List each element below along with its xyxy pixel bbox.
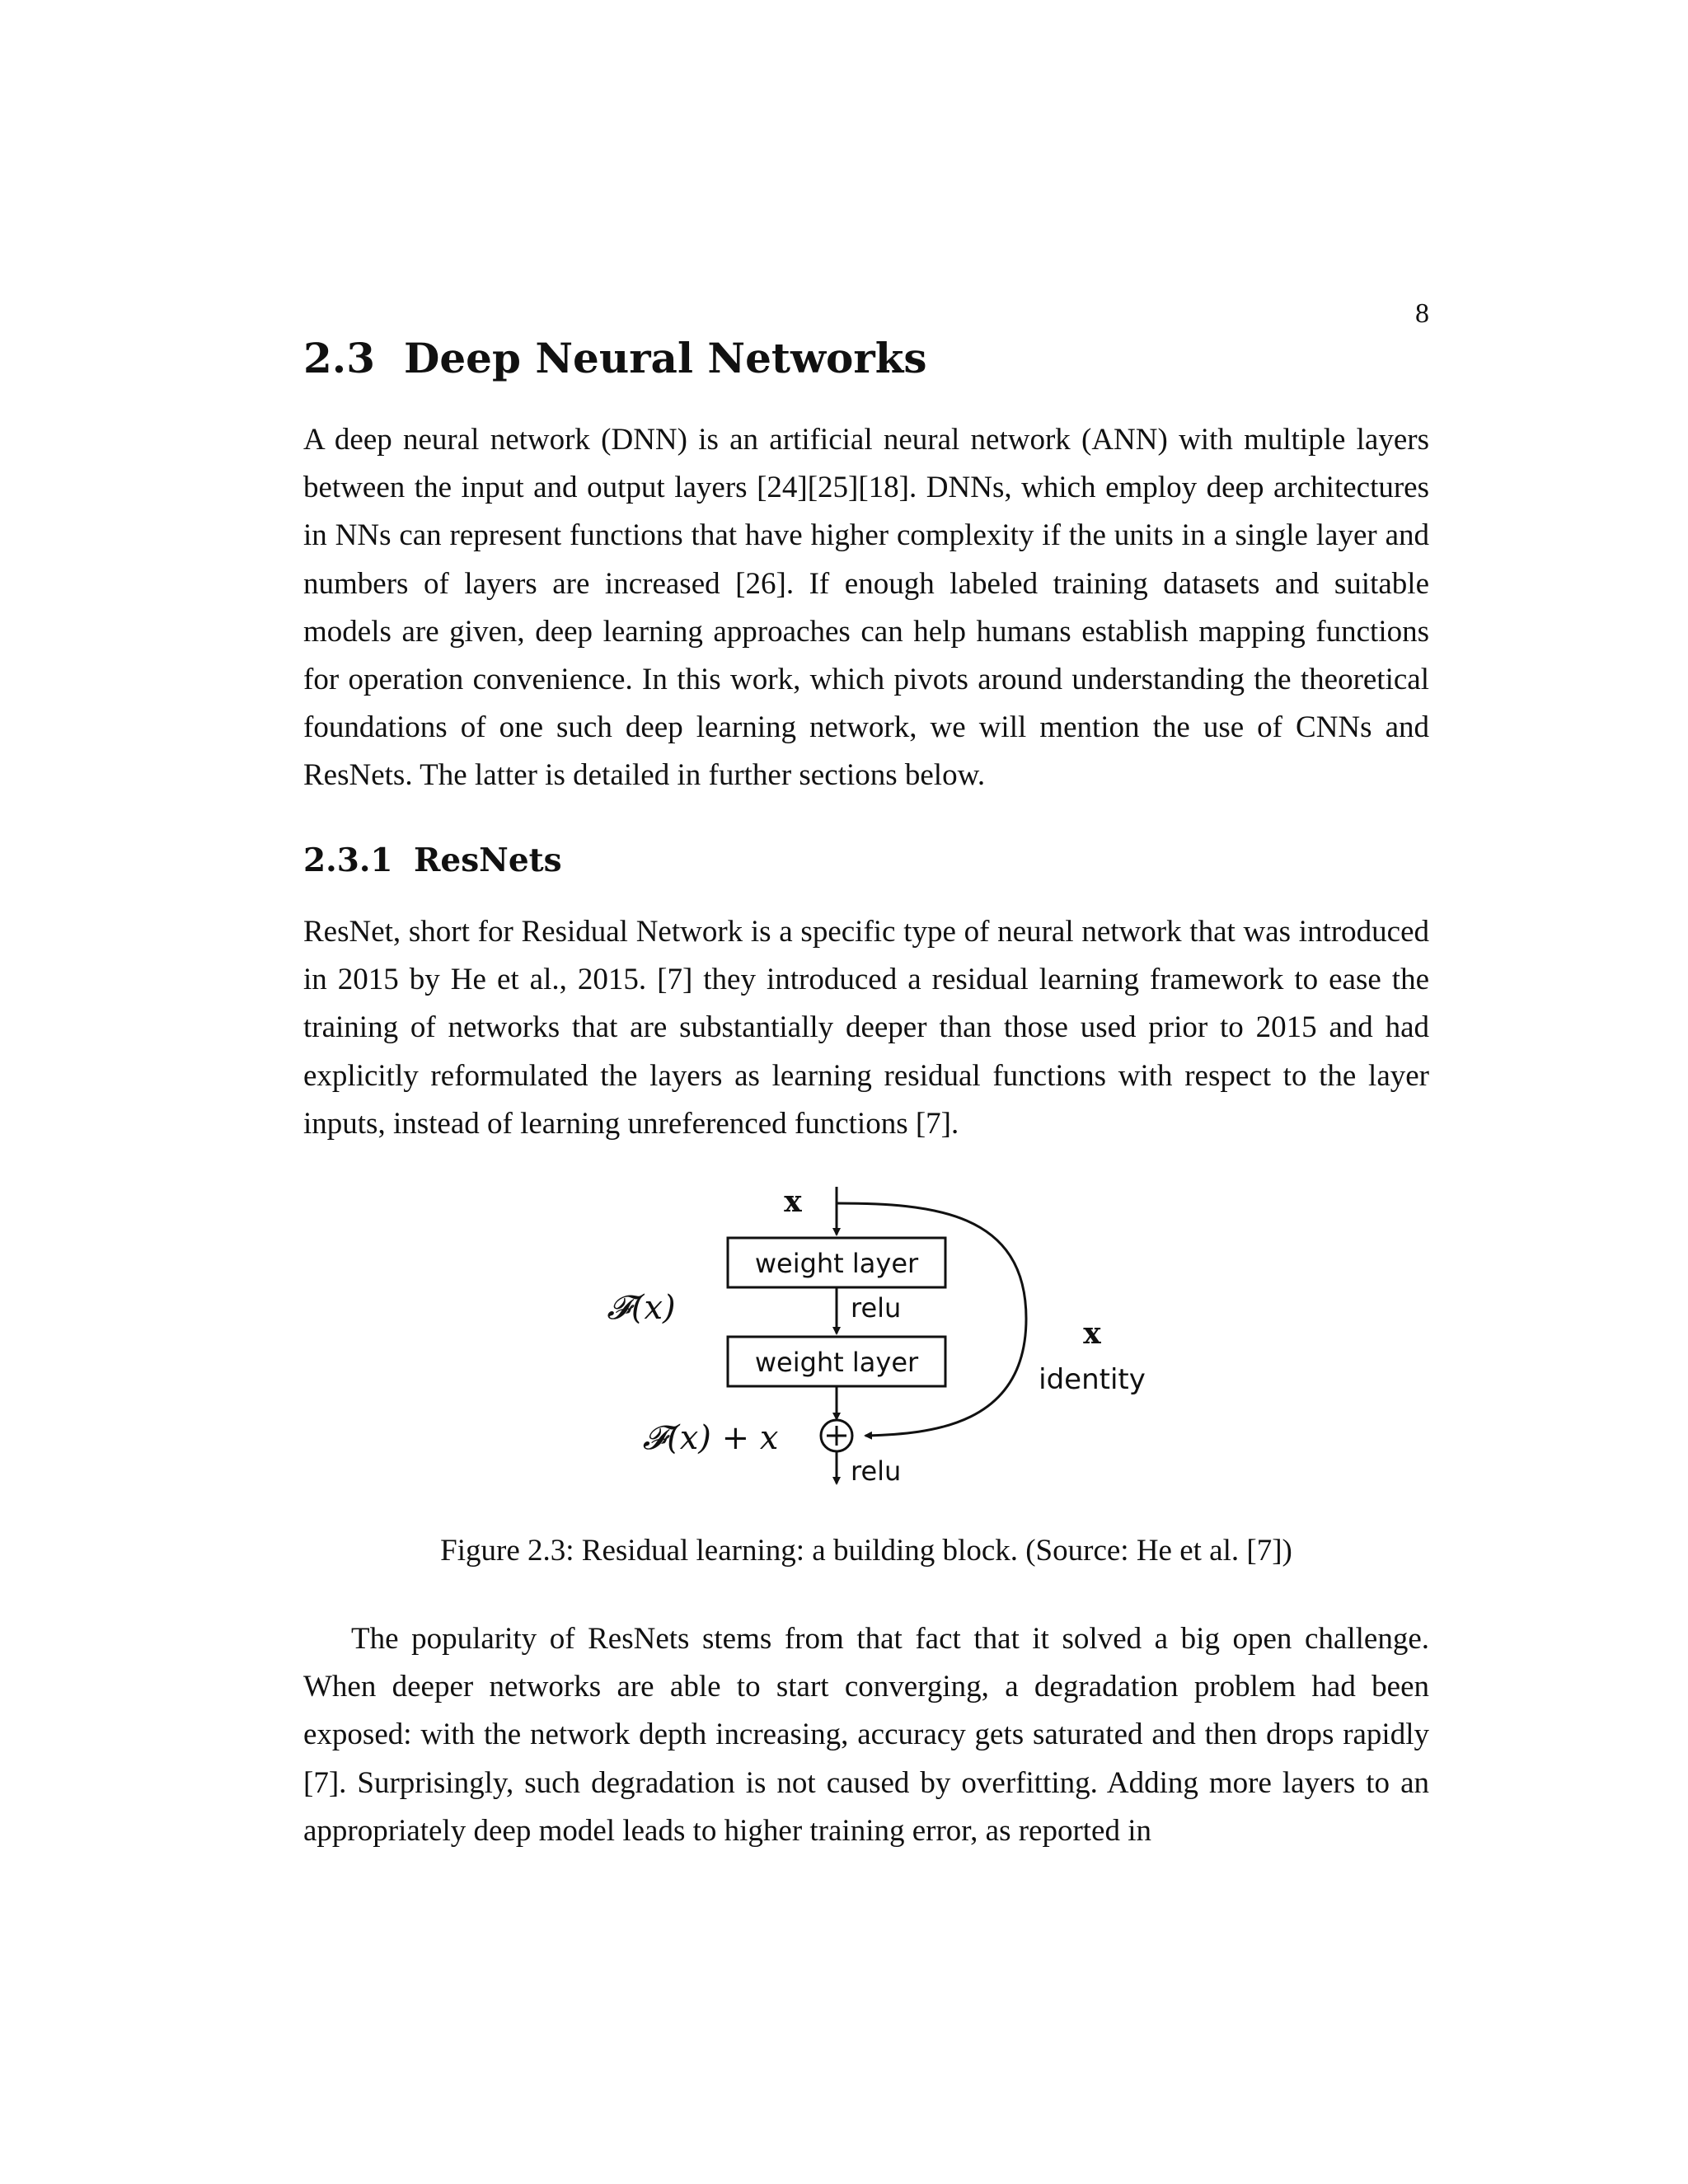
paragraph-resnet-intro: ResNet, short for Residual Network is a specific type of neural network that was introduced in 2015 by He et al., 2015. [7] they introduced a residual learning framework to ease the training of networks that are substantially deeper than those used prior to 2015 and had explicitly reformulated the layers as learning residual functions with respect to the layer inputs, instead of learning unreferenced functions [7]. <box>303 915 1429 1141</box>
section-number: 2.3 <box>303 334 375 382</box>
relu-1-label: relu <box>851 1292 902 1324</box>
weight-layer-1-label: weight layer <box>754 1248 919 1279</box>
page-number: 8 <box>1415 298 1429 329</box>
residual-block-diagram <box>577 1170 1203 1500</box>
paragraph-dnn-intro: A deep neural network (DNN) is an artificial neural network (ANN) with multiple layers between the input and output layers [24][25][18]. DNNs, which employ deep architectures in NNs can represent functions that have higher complexity if the units in a single layer and numbers of layers are increased [26]. If enough labeled training datasets and suitable models are given, deep learning approaches can help humans establish mapping functions for operation convenience. In this work, which pivots around understanding the theoretical foundations of one such deep learning network, we will mention the use of CNNs and ResNets. The latter is detailed in further sections below. <box>303 423 1429 793</box>
subsection-title: ResNets <box>414 841 562 879</box>
figure-caption: Figure 2.3: Residual learning: a building block. (Source: He et al. [7]) <box>440 1534 1292 1568</box>
subsection-heading <box>303 841 1429 879</box>
fx-label: 𝓕(x) <box>607 1289 676 1327</box>
input-x-label: x <box>784 1184 802 1219</box>
weight-layer-2-label: weight layer <box>754 1347 919 1378</box>
section-heading <box>303 334 1429 382</box>
residual-block-figure <box>577 1170 1203 1500</box>
fx-plus-x-label: 𝓕(x) + x <box>642 1419 779 1457</box>
paragraph-resnet-popularity: The popularity of ResNets stems from that fact that it solved a big open challenge. When deeper networks are able to start converging, a degradation problem had been exposed: with the network depth increasing, accuracy gets saturated and then drops rapidly [7]. Surprisingly, such degradation is not caused by overfitting. Adding more layers to an appropriately deep model leads to higher training error, as reported in <box>303 1622 1429 1848</box>
identity-label: identity <box>1039 1363 1146 1396</box>
section-title: Deep Neural Networks <box>404 334 927 382</box>
subsection-number: 2.3.1 <box>303 841 393 879</box>
identity-x-label: x <box>1083 1316 1101 1351</box>
relu-2-label: relu <box>851 1455 902 1487</box>
